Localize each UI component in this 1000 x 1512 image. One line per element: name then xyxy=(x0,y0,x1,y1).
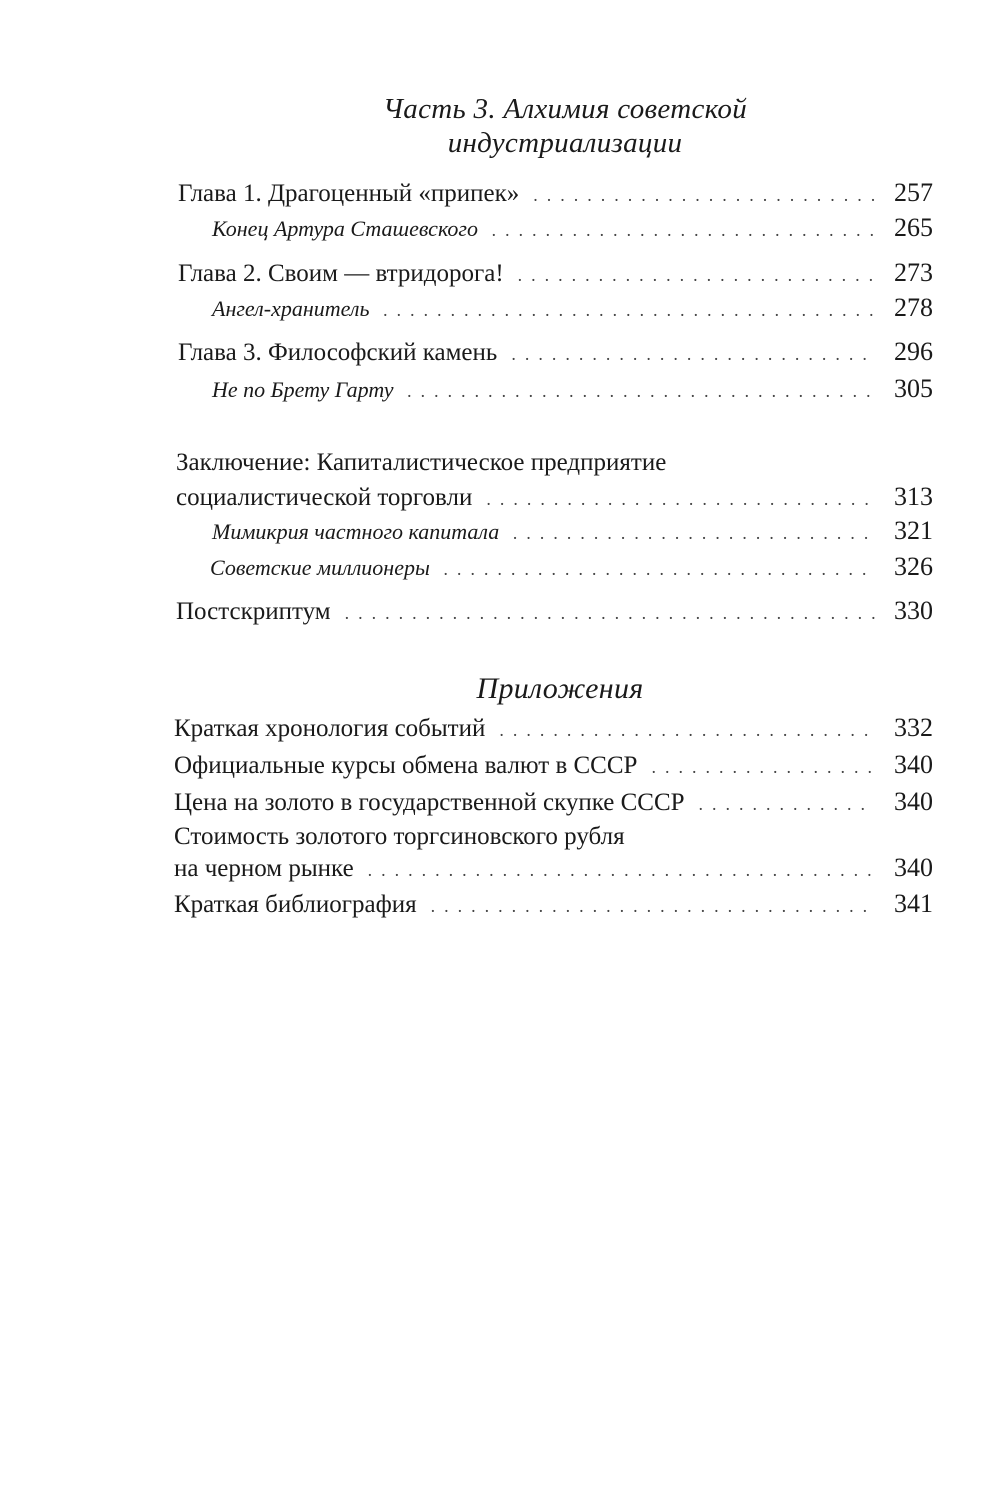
toc-entry-page: 330 xyxy=(894,596,933,625)
leader-dots xyxy=(533,180,875,210)
toc-entry-page: 313 xyxy=(894,482,933,511)
toc-entry-chapter-3[interactable] xyxy=(178,337,933,369)
toc-entry-page: 340 xyxy=(894,750,933,779)
toc-entry-title: Глава 1. Драгоценный «припек» xyxy=(178,180,520,207)
part-heading xyxy=(0,92,1000,160)
toc-entry-page: 265 xyxy=(894,213,933,242)
toc-entry-title: Краткая библиография xyxy=(174,891,417,918)
toc-entry-title: Ангел-хранитель xyxy=(212,296,370,321)
toc-entry-appendix[interactable] xyxy=(174,787,933,819)
part-heading-line1: Часть 3. Алхимия советской xyxy=(382,93,747,125)
part-heading-line2: индустриализации xyxy=(447,127,683,159)
toc-entry-page: 340 xyxy=(894,787,933,816)
toc-entry-title: на черном рынке xyxy=(174,855,354,882)
leader-dots xyxy=(486,484,875,514)
leader-dots xyxy=(431,891,875,921)
leader-dots xyxy=(492,215,875,245)
toc-entry-page: 278 xyxy=(894,293,933,322)
leader-dots xyxy=(511,339,875,369)
toc-entry-title: Цена на золото в государственной скупке СССР xyxy=(174,789,685,816)
toc-entry-page: 257 xyxy=(894,178,933,207)
toc-entry-title: Официальные курсы обмена валют в СССР xyxy=(174,752,638,779)
toc-entry-appendix[interactable] xyxy=(174,750,933,782)
toc-entry-section[interactable] xyxy=(212,213,933,245)
toc-entry-postscript[interactable] xyxy=(176,596,933,628)
toc-entry-page: 340 xyxy=(894,853,933,882)
toc-entry-title: Советские миллионеры xyxy=(210,555,430,580)
toc-entry-page: 321 xyxy=(894,516,933,545)
toc-entry-section[interactable] xyxy=(212,374,933,406)
toc-entry-title: Постскриптум xyxy=(176,598,331,625)
toc-entry-page: 332 xyxy=(894,713,933,742)
leader-dots xyxy=(513,518,875,548)
toc-entry-title: Не по Брету Гарту xyxy=(212,377,394,402)
toc-entry-page: 326 xyxy=(894,552,933,581)
leader-dots xyxy=(651,752,875,782)
leader-dots xyxy=(408,376,876,406)
toc-entry-title: Краткая хронология событий xyxy=(174,715,486,742)
leader-dots xyxy=(345,598,875,628)
toc-entry-appendix[interactable] xyxy=(174,853,933,885)
toc-entry-title: Конец Артура Сташевского xyxy=(212,216,478,241)
toc-entry-page: 341 xyxy=(894,889,933,918)
toc-entry-appendix[interactable] xyxy=(174,889,933,921)
toc-entry-section[interactable] xyxy=(210,552,933,584)
toc-entry-title: социалистической торговли xyxy=(176,484,473,511)
leader-dots xyxy=(368,855,875,885)
toc-entry-chapter-2[interactable] xyxy=(178,258,933,290)
appendices-heading-text: Приложения xyxy=(476,672,644,705)
leader-dots xyxy=(518,260,875,290)
toc-entry-section[interactable] xyxy=(212,293,933,325)
leader-dots xyxy=(444,554,875,584)
toc-entry-page: 273 xyxy=(894,258,933,287)
toc-entry-chapter-1[interactable] xyxy=(178,178,933,210)
toc-entry-appendix[interactable] xyxy=(174,713,933,745)
toc-entry-conclusion-line1[interactable]: Заключение: Капиталистическое предприятие xyxy=(176,449,667,476)
toc-entry-page: 296 xyxy=(894,337,933,366)
toc-entry-title: Глава 2. Своим — втридорога! xyxy=(178,260,504,287)
toc-entry-conclusion[interactable] xyxy=(176,482,933,514)
toc-entry-page: 305 xyxy=(894,374,933,403)
toc-entry-title: Мимикрия частного капитала xyxy=(212,519,500,544)
toc-entry-appendix-line1[interactable]: Стоимость золотого торгсиновского рубля xyxy=(174,823,625,850)
leader-dots xyxy=(699,789,875,819)
toc-entry-section[interactable] xyxy=(212,516,933,548)
leader-dots xyxy=(383,295,875,325)
leader-dots xyxy=(499,715,875,745)
appendices-heading xyxy=(0,672,1000,706)
toc-entry-title: Глава 3. Философский камень xyxy=(178,339,498,366)
